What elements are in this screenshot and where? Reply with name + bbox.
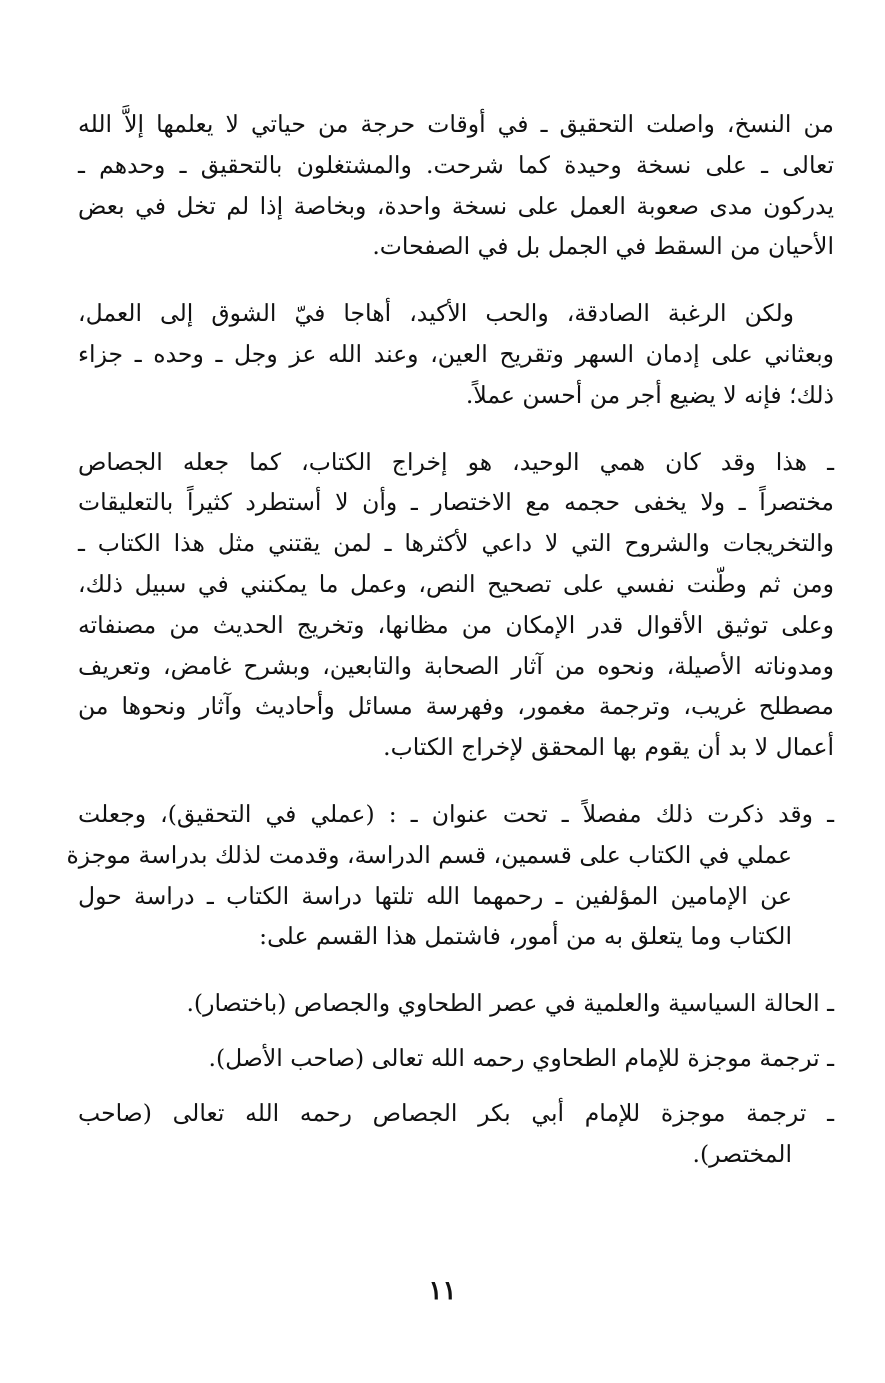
bullet-item xyxy=(78,1038,834,1079)
text-line: أعمال لا بد أن يقوم بها المحقق لإخراج الكتاب. xyxy=(383,733,834,762)
text-line: ـ الحالة السياسية والعلمية في عصر الطحاوي والجصاص (باختصار). xyxy=(186,989,834,1018)
text-line: عن الإمامين المؤلفين ـ رحمهما الله تلتها دراسة الكتاب ـ دراسة حول xyxy=(78,881,792,910)
text-line: الأحيان من السقط في الجمل بل في الصفحات. xyxy=(372,232,834,261)
page-number: ١١ xyxy=(428,1276,457,1306)
text-line: تعالى ـ على نسخة وحيدة كما شرحت. والمشتغلون بالتحقيق ـ وحدهم ـ xyxy=(78,150,834,179)
paragraph-3 xyxy=(78,442,834,768)
text-line: ـ ترجمة موجزة للإمام أبي بكر الجصاص رحمه الله تعالى (صاحب xyxy=(78,1098,834,1127)
text-line: يدركون مدى صعوبة العمل على نسخة واحدة، وبخاصة إذا لم تخل في بعض xyxy=(78,191,834,220)
text-line: ـ ترجمة موجزة للإمام الطحاوي رحمه الله تعالى (صاحب الأصل). xyxy=(208,1043,834,1072)
text-line: والتخريجات والشروح التي لا داعي لأكثرها ـ لمن يقتني مثل هذا الكتاب ـ xyxy=(78,529,834,558)
text-line: ـ وقد ذكرت ذلك مفصلاً ـ تحت عنوان ـ : (عملي في التحقيق)، وجعلت xyxy=(78,799,834,828)
text-line: ولكن الرغبة الصادقة، والحب الأكيد، أهاجا فيّ الشوق إلى العمل، xyxy=(78,299,794,328)
bullet-item xyxy=(78,1093,834,1175)
text-line: الكتاب وما يتعلق به من أمور، فاشتمل هذا القسم على: xyxy=(259,922,792,951)
text-line: ومن ثم وطّنت نفسي على تصحيح النص، وعمل ما يمكنني في سبيل ذلك، xyxy=(78,569,834,598)
text-line: وبعثاني على إدمان السهر وتقريح العين، وعند الله عز وجل ـ وحده ـ جزاء xyxy=(78,339,834,368)
text-line: وعلى توثيق الأقوال قدر الإمكان من مظانها، وتخريج الحديث من مصنفاته xyxy=(78,610,834,639)
text-line: مختصراً ـ ولا يخفى حجمه مع الاختصار ـ وأن لا أستطرد كثيراً بالتعليقات xyxy=(78,488,834,517)
text-line: ومدوناته الأصيلة، ونحوه من آثار الصحابة والتابعين، وبشرح غامض، وتعريف xyxy=(78,651,834,680)
paragraph-2 xyxy=(78,293,834,415)
text-line: من النسخ، واصلت التحقيق ـ في أوقات حرجة من حياتي لا يعلمها إلاَّ الله xyxy=(78,110,834,138)
text-line: عملي في الكتاب على قسمين، قسم الدراسة، وقدمت لذلك بدراسة موجزة xyxy=(66,840,792,869)
text-line: المختصر). xyxy=(692,1139,792,1168)
paragraph-1 xyxy=(78,104,834,267)
bullet-item xyxy=(78,983,834,1024)
text-line: مصطلح غريب، وترجمة مغمور، وفهرسة مسائل وأحاديث وآثار ونحوها من xyxy=(78,692,834,721)
page-body xyxy=(66,104,834,1188)
text-line: ذلك؛ فإنه لا يضيع أجر من أحسن عملاً. xyxy=(465,380,834,409)
text-line: ـ هذا وقد كان همي الوحيد، هو إخراج الكتاب، كما جعله الجصاص xyxy=(78,447,834,476)
paragraph-4 xyxy=(66,794,834,957)
